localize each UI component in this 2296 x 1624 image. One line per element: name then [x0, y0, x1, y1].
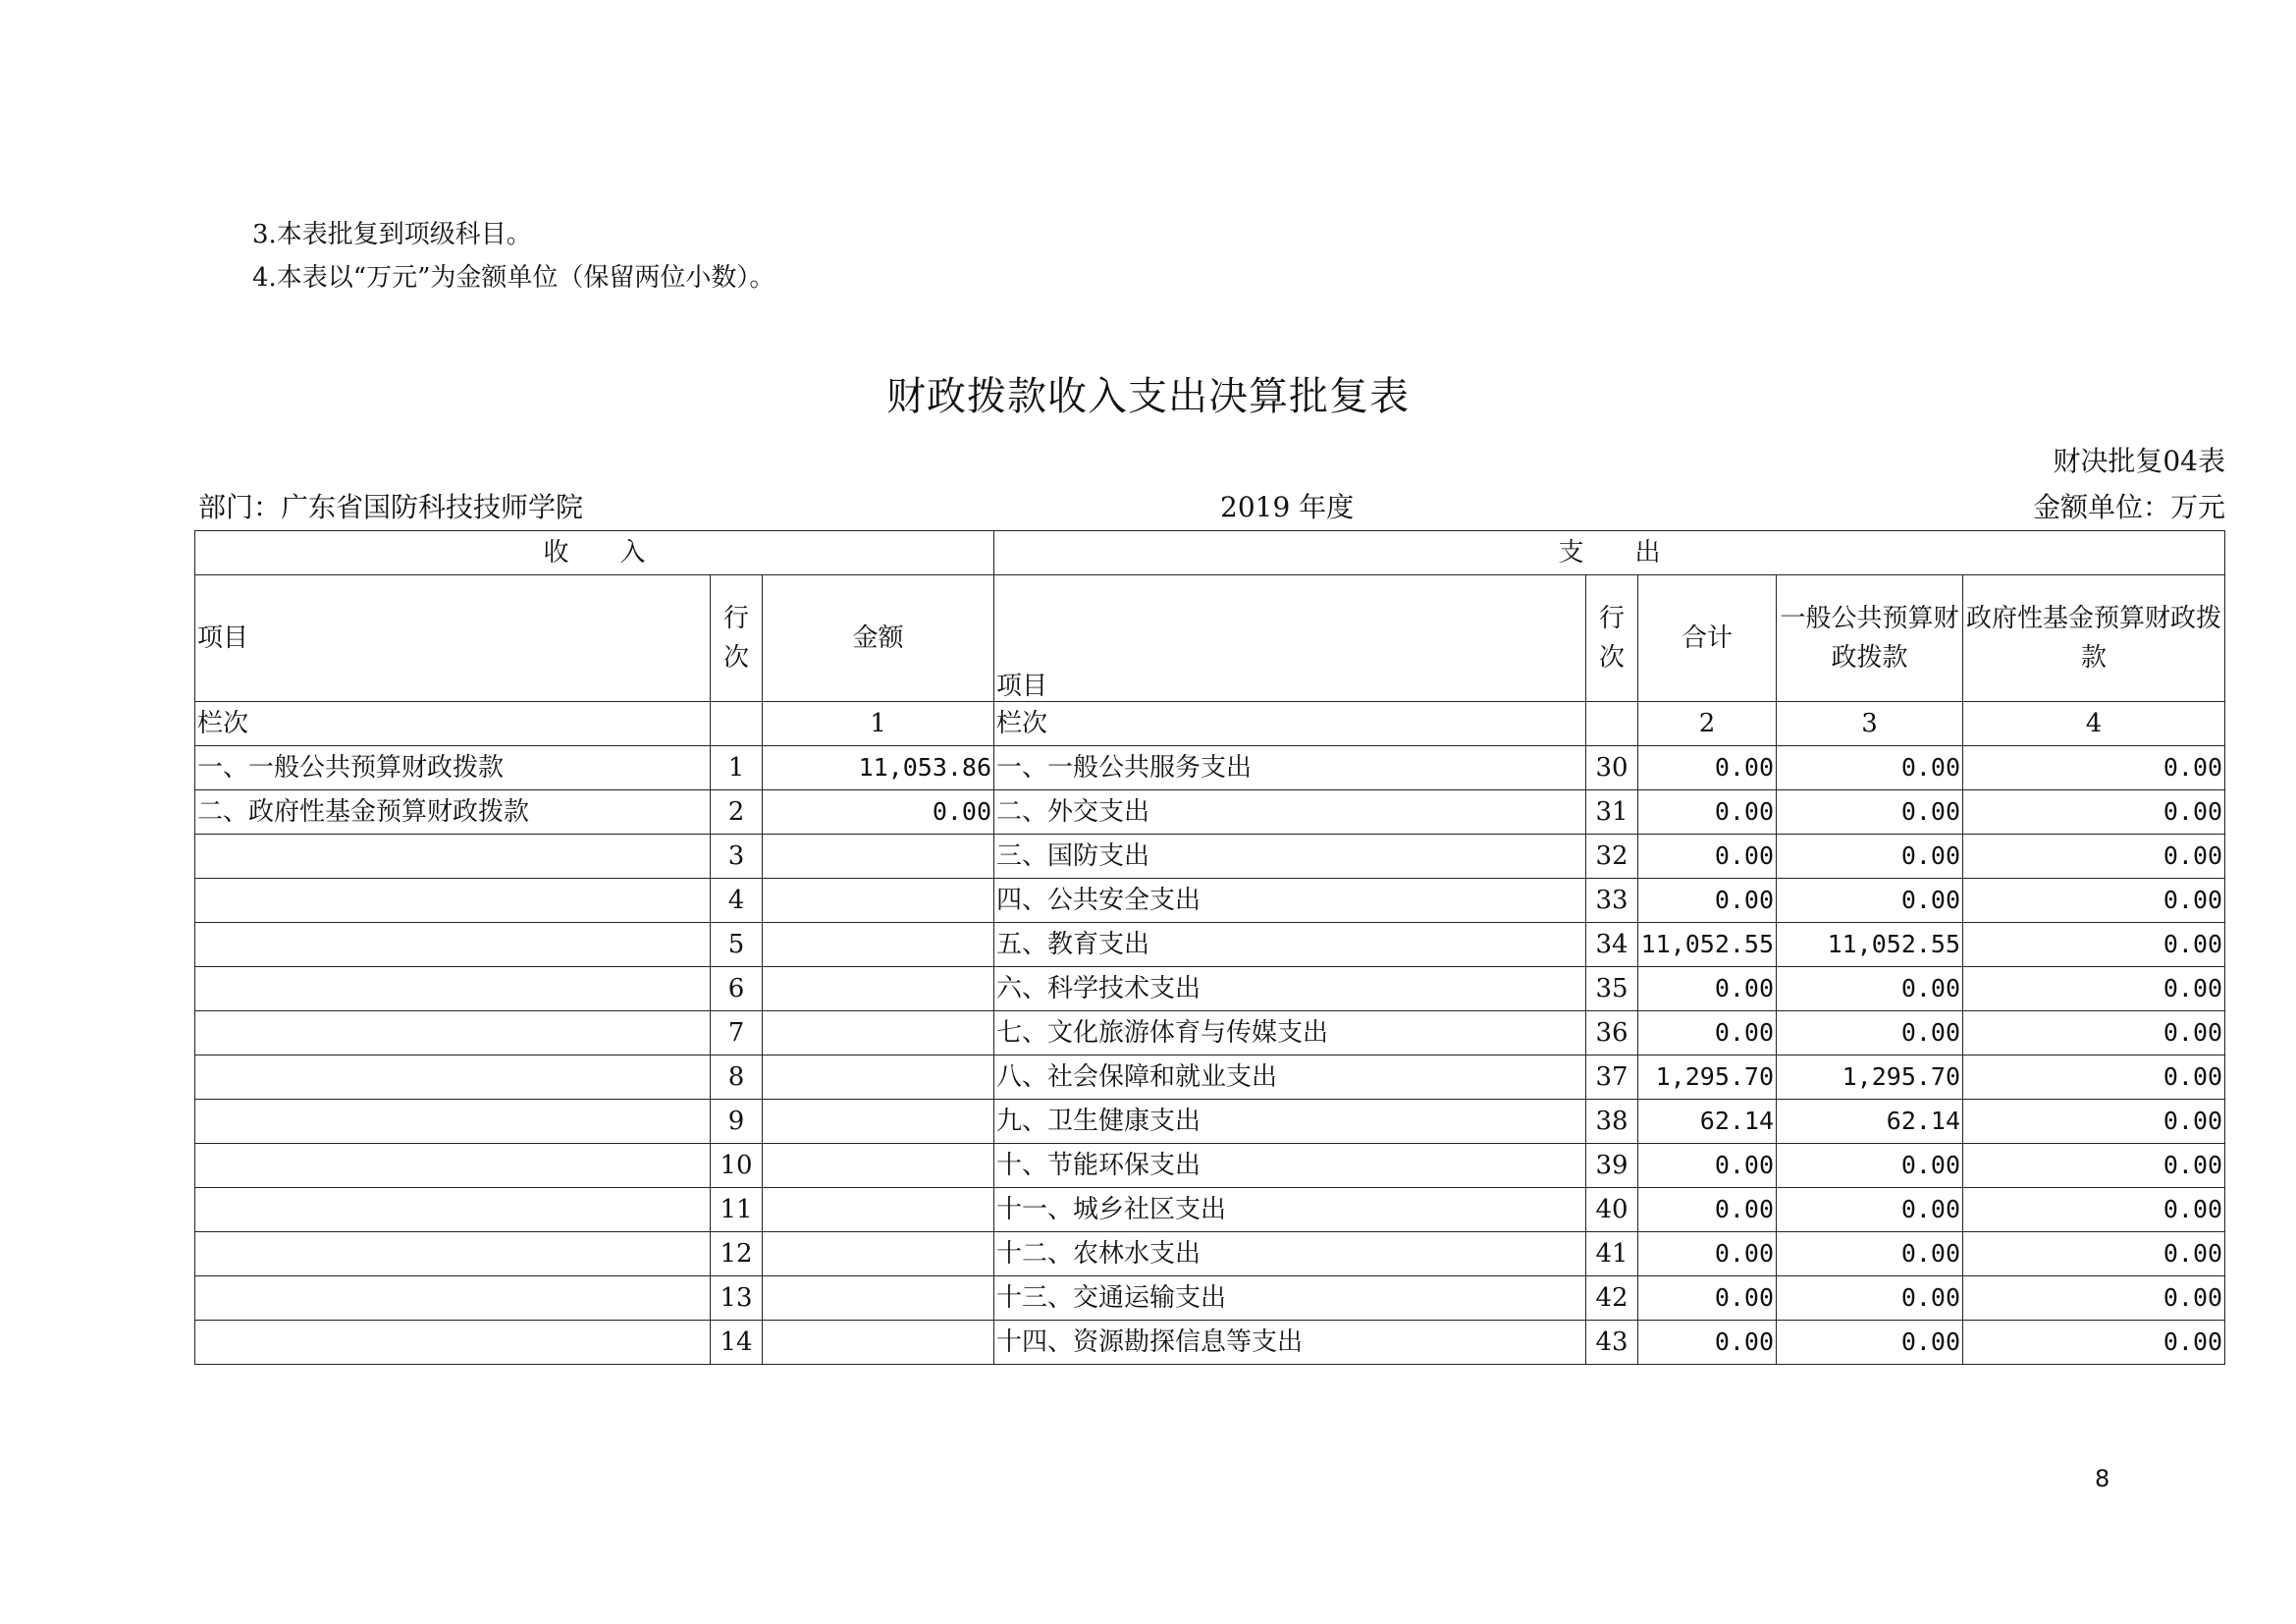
income-amount-cell: [763, 1100, 994, 1144]
income-item-cell: [195, 1144, 711, 1188]
table-row: [195, 835, 2225, 879]
income-row-no-cell: 2: [711, 790, 763, 835]
income-row-no-cell: 1: [711, 746, 763, 790]
fund-budget-cell: 0.00: [1963, 1321, 2225, 1365]
general-budget-cell: 0.00: [1777, 1011, 1963, 1056]
general-budget-cell: 1,295.70: [1777, 1056, 1963, 1100]
fund-budget-cell: 0.00: [1963, 1188, 2225, 1232]
income-item-cell: [195, 879, 711, 923]
total-cell: 0.00: [1638, 1232, 1777, 1276]
fund-budget-cell: 0.00: [1963, 790, 2225, 835]
income-amount-cell: [763, 967, 994, 1011]
fund-budget-cell: 0.00: [1963, 1100, 2225, 1144]
expense-item-cell: 十一、城乡社区支出: [994, 1188, 1586, 1232]
income-amount-cell: [763, 1188, 994, 1232]
income-amount-cell: [763, 1056, 994, 1100]
income-row-no-cell: 7: [711, 1011, 763, 1056]
income-row-no-cell: 5: [711, 923, 763, 967]
general-budget-cell: 11,052.55: [1777, 923, 1963, 967]
table-row: [195, 1188, 2225, 1232]
expense-item-cell: 十二、农林水支出: [994, 1232, 1586, 1276]
expense-item-header: 项目: [994, 575, 1586, 702]
fund-budget-cell: 0.00: [1963, 1011, 2225, 1056]
income-item-cell: [195, 1011, 711, 1056]
note-line-4: 4.本表以“万元”为金额单位（保留两位小数）。: [252, 263, 775, 293]
expense-index-label: 栏次: [994, 702, 1586, 746]
income-item-cell: [195, 1276, 711, 1321]
table-row: [195, 1144, 2225, 1188]
expense-row-no-cell: 36: [1586, 1011, 1638, 1056]
income-item-cell: [195, 1188, 711, 1232]
income-row-no-cell: 14: [711, 1321, 763, 1365]
income-item-cell: 二、政府性基金预算财政拨款: [195, 790, 711, 835]
income-row-no-cell: 6: [711, 967, 763, 1011]
table-row: [195, 1011, 2225, 1056]
general-budget-cell: 62.14: [1777, 1100, 1963, 1144]
expense-item-cell: 十三、交通运输支出: [994, 1276, 1586, 1321]
table-row: [195, 1100, 2225, 1144]
income-item-cell: [195, 1056, 711, 1100]
expense-row-no-cell: 31: [1586, 790, 1638, 835]
income-amount-cell: 0.00: [763, 790, 994, 835]
income-row-no-cell: 11: [711, 1188, 763, 1232]
income-amount-cell: 11,053.86: [763, 746, 994, 790]
income-row-no-cell: 13: [711, 1276, 763, 1321]
form-number: 财决批复04表: [2053, 445, 2225, 477]
expense-row-no-cell: 39: [1586, 1144, 1638, 1188]
income-row-no-cell: 4: [711, 879, 763, 923]
expense-row-no-cell: 35: [1586, 967, 1638, 1011]
table-row: [195, 1276, 2225, 1321]
expense-item-cell: 五、教育支出: [994, 923, 1586, 967]
total-index: 2: [1638, 702, 1777, 746]
income-index-amount: 1: [763, 702, 994, 746]
general-budget-cell: 0.00: [1777, 1188, 1963, 1232]
expense-row-no-cell: 38: [1586, 1100, 1638, 1144]
general-budget-header: 一般公共预算财政拨款: [1777, 575, 1963, 702]
general-budget-cell: 0.00: [1777, 790, 1963, 835]
income-row-no-cell: 9: [711, 1100, 763, 1144]
table-row: [195, 879, 2225, 923]
income-amount-cell: [763, 1011, 994, 1056]
general-budget-cell: 0.00: [1777, 1276, 1963, 1321]
total-cell: 0.00: [1638, 1321, 1777, 1365]
fund-budget-cell: 0.00: [1963, 1276, 2225, 1321]
fund-budget-cell: 0.00: [1963, 879, 2225, 923]
income-item-cell: [195, 967, 711, 1011]
income-row-no-cell: 10: [711, 1144, 763, 1188]
general-index: 3: [1777, 702, 1963, 746]
fund-budget-header: 政府性基金预算财政拨款: [1963, 575, 2225, 702]
fund-budget-cell: 0.00: [1963, 1144, 2225, 1188]
table-row: [195, 1056, 2225, 1100]
income-amount-header: 金额: [763, 575, 994, 702]
total-cell: 62.14: [1638, 1100, 1777, 1144]
general-budget-cell: 0.00: [1777, 746, 1963, 790]
expense-item-cell: 二、外交支出: [994, 790, 1586, 835]
income-row-no-cell: 12: [711, 1232, 763, 1276]
expense-section-header: 支 出: [994, 531, 2225, 575]
total-cell: 0.00: [1638, 1011, 1777, 1056]
department-label: 部门：广东省国防科技技师学院: [198, 491, 584, 523]
general-budget-cell: 0.00: [1777, 1232, 1963, 1276]
fund-budget-cell: 0.00: [1963, 967, 2225, 1011]
income-item-header: 项目: [195, 575, 711, 702]
income-item-cell: [195, 923, 711, 967]
fiscal-year: 2019 年度: [1220, 491, 1355, 523]
total-cell: 11,052.55: [1638, 923, 1777, 967]
general-budget-cell: 0.00: [1777, 879, 1963, 923]
column-index-row: [195, 702, 2225, 746]
page-number: 8: [2095, 1465, 2110, 1492]
expense-item-cell: 六、科学技术支出: [994, 967, 1586, 1011]
total-cell: 0.00: [1638, 1144, 1777, 1188]
total-cell: 0.00: [1638, 879, 1777, 923]
income-section-header: 收 入: [195, 531, 994, 575]
income-amount-cell: [763, 1232, 994, 1276]
income-index-row-no: [711, 702, 763, 746]
total-cell: 0.00: [1638, 967, 1777, 1011]
table-row: [195, 790, 2225, 835]
table-row: [195, 923, 2225, 967]
expense-row-no-cell: 41: [1586, 1232, 1638, 1276]
total-header: 合计: [1638, 575, 1777, 702]
note-line-3: 3.本表批复到项级科目。: [252, 220, 532, 249]
total-cell: 0.00: [1638, 1276, 1777, 1321]
total-cell: 1,295.70: [1638, 1056, 1777, 1100]
total-cell: 0.00: [1638, 835, 1777, 879]
income-amount-cell: [763, 1321, 994, 1365]
general-budget-cell: 0.00: [1777, 967, 1963, 1011]
fund-budget-cell: 0.00: [1963, 746, 2225, 790]
amount-unit: 金额单位：万元: [2032, 491, 2225, 523]
expense-row-no-cell: 33: [1586, 879, 1638, 923]
expense-item-cell: 一、一般公共服务支出: [994, 746, 1586, 790]
income-amount-cell: [763, 835, 994, 879]
income-item-cell: [195, 1321, 711, 1365]
fund-index: 4: [1963, 702, 2225, 746]
income-amount-cell: [763, 1276, 994, 1321]
fund-budget-cell: 0.00: [1963, 923, 2225, 967]
page-title: 财政拨款收入支出决算批复表: [886, 374, 1410, 419]
total-cell: 0.00: [1638, 1188, 1777, 1232]
fund-budget-cell: 0.00: [1963, 835, 2225, 879]
expense-item-cell: 七、文化旅游体育与传媒支出: [994, 1011, 1586, 1056]
income-item-cell: [195, 835, 711, 879]
total-cell: 0.00: [1638, 746, 1777, 790]
income-amount-cell: [763, 879, 994, 923]
income-item-cell: [195, 1232, 711, 1276]
income-amount-cell: [763, 923, 994, 967]
general-budget-cell: 0.00: [1777, 835, 1963, 879]
general-budget-cell: 0.00: [1777, 1144, 1963, 1188]
expense-row-no-cell: 37: [1586, 1056, 1638, 1100]
income-row-no-cell: 3: [711, 835, 763, 879]
fund-budget-cell: 0.00: [1963, 1056, 2225, 1100]
income-index-label: 栏次: [195, 702, 711, 746]
fund-budget-cell: 0.00: [1963, 1232, 2225, 1276]
expense-item-cell: 十、节能环保支出: [994, 1144, 1586, 1188]
expense-row-no-cell: 43: [1586, 1321, 1638, 1365]
appropriation-table: [194, 530, 2225, 1365]
expense-row-no-cell: 42: [1586, 1276, 1638, 1321]
income-amount-cell: [763, 1144, 994, 1188]
expense-row-no-cell: 32: [1586, 835, 1638, 879]
income-row-no-header: 行次: [711, 575, 763, 702]
table-row: [195, 1232, 2225, 1276]
expense-item-cell: 九、卫生健康支出: [994, 1100, 1586, 1144]
section-header-row: [195, 531, 2225, 575]
expense-row-no-cell: 30: [1586, 746, 1638, 790]
total-cell: 0.00: [1638, 790, 1777, 835]
income-item-cell: 一、一般公共预算财政拨款: [195, 746, 711, 790]
table-row: [195, 967, 2225, 1011]
general-budget-cell: 0.00: [1777, 1321, 1963, 1365]
table-row: [195, 1321, 2225, 1365]
expense-item-cell: 四、公共安全支出: [994, 879, 1586, 923]
expense-item-cell: 三、国防支出: [994, 835, 1586, 879]
expense-index-row-no: [1586, 702, 1638, 746]
income-item-cell: [195, 1100, 711, 1144]
expense-row-no-cell: 40: [1586, 1188, 1638, 1232]
expense-row-no-header: 行次: [1586, 575, 1638, 702]
table-row: [195, 746, 2225, 790]
expense-item-cell: 十四、资源勘探信息等支出: [994, 1321, 1586, 1365]
income-row-no-cell: 8: [711, 1056, 763, 1100]
column-header-row: [195, 575, 2225, 702]
expense-row-no-cell: 34: [1586, 923, 1638, 967]
expense-item-cell: 八、社会保障和就业支出: [994, 1056, 1586, 1100]
